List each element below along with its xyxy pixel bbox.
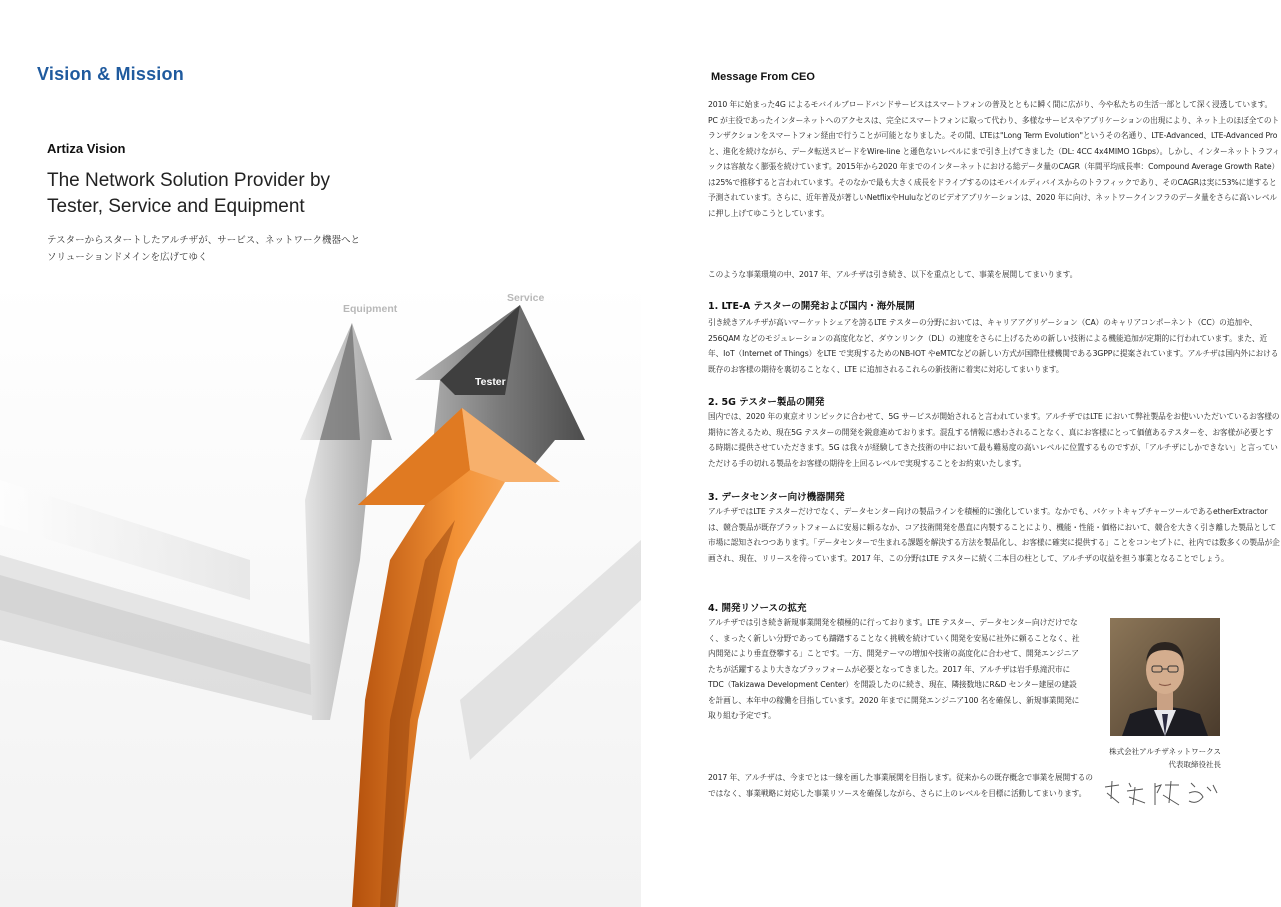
- caption-title: 代表取締役社長: [1168, 760, 1221, 769]
- intro-paragraph: 2010 年に始まった4G によるモバイルブロードバンドサービスはスマートフォンの普及とともに瞬く間に広がり、今や私たちの生活一部として深く浸透しています。PC が主役であったインターネットへのアクセスは、完全にスマートフォンに取って代わり、多様なサービスやアプリケーションの出現により、ネット上のほぼ全てのトランザクションをスマートフォン経由で行うことが可能となりました。その間、LTEは"Long Term Evolution"というその名通り、LTE-Advanced、LTE-Advanced Pro と、進化を続けながら、データ転送スピードをWire-line と遜色ないレベルにまで引き上げてきました（DL: 4CC 4x4MIMO 1Gbps）。しかし、インターネットトラフィックは容赦なく膨張を続けています。2015年から2020 年までのインターネットにおける総データ量のCAGR（年間平均成長率：Compound Average Growth Rate）は25%で推移すると言われています。そのなかで最も大きく成長をドライブするのはモバイルディバイスからのトラフィックであり、そのCAGRは実に53%に達すると予測されています。さらに、近年普及が著しいNetflixやHuluなどのビデオアプリケーションは、2020 年に向け、ネットワークインフラのデータ量をさらに高いレベルに押し上げてゆこうとしています。: [708, 100, 1280, 218]
- section-body: アルチザではLTE テスターだけでなく、データセンター向けの製品ラインを積極的に強化しています。なかでも、パケットキャプチャーツールであるetherExtractor は、競合製品が既存プラットフォームに安易に頼るなか、コア技術開発を愚直に内製することにより、機能・性能・価格において、競合を大きく引き離した製品として市場に認知されつつあります。「データセンターで生まれる課題を解決する方法を製品化し、お客様に確実に提供する」ことをコンセプトに、社内では数多くの製品が企画され、現在、リリースを待っています。2017 年、この分野はLTE テスターに続く二本目の柱として、アルチザの収益を担う事業となることでしょう。: [708, 507, 1280, 563]
- vision-subtitle-line: ソリューションドメインを広げてゆく: [47, 252, 208, 263]
- service-arrow-label: Service: [507, 292, 545, 304]
- ceo-portrait: [1110, 618, 1220, 736]
- vision-headline: [47, 168, 407, 220]
- section-body: 引き続きアルチザが高いマーケットシェアを誇るLTE テスターの分野においては、キャリアアグリゲーション（CA）のキャリアコンポーネント（CC）の追加や、256QAM などのモジュレーションの高度化など、ダウンリンク（DL）の速度をさらに上げるための新しい技術による機能追加が定期的に行われています。また、近年、IoT（Internet of Things）をLTE で実現するためのNB-IOT やeMTCなどの新しい方式が国際仕様機関である3GPPに提案されています。アルチザは国内外における既存のお客様の期待を裏切ることなく、LTE に追加されるこれらの新技術に着実に対応してまいります。: [708, 318, 1279, 374]
- vision-headline-line: The Network Solution Provider by: [47, 170, 331, 191]
- ceo-message-heading: Message From CEO: [711, 71, 815, 83]
- growth-arrows-illustration: [0, 280, 641, 907]
- ceo-caption: [1091, 745, 1221, 771]
- section-body: アルチザでは引き続き新規事業開発を積極的に行っております。LTE テスター、データセンター向けだけでなく、まったく新しい分野であっても躊躇することなく挑戦を続けていく開発を安易に社外に頼ることなく、社内開発により垂直登攀する」ことです。一方、開発テーマの増加や技術の高度化に合わせて、開発エンジニアたちが活躍するより大きなプラッフォームが必要となってきました。2017 年、アルチザは岩手県滝沢市にTDC（Takizawa Development Center）を開設したのに続き、現在、隣接数地にR&D センター建屋の建設を計画し、本年中の稼働を目指しています。2020 年までに開発エンジニア100 名を確保し、新規事業開発に取り組む予定です。: [708, 618, 1080, 720]
- right-page: [641, 0, 1281, 907]
- vision-label: Artiza Vision: [47, 141, 126, 156]
- tester-arrow-label: Tester: [475, 376, 506, 388]
- section-heading: 3. データセンター向け機器開発: [708, 492, 845, 503]
- closing-paragraph: 2017 年、アルチザは、今までとは一線を画した事業展開を目指します。従来からの既存概念で事業を展開するのではなく、事業戦略に対応した事業リソースを確保しながら、さらに上のレベルを目標に活動してまいります。: [708, 773, 1093, 798]
- equipment-arrow-label: Equipment: [343, 303, 398, 315]
- portrait-drawing: [1110, 618, 1220, 736]
- vision-subtitle: [47, 232, 367, 266]
- section-body: 国内では、2020 年の東京オリンピックに合わせて、5G サービスが開始されると言われています。アルチザではLTE において弊社製品をお使いいただいているお客様の期待に答えるため、現在5G テスターの開発を鋭意進めております。混乱する情報に惑わされることなく、真にお客様にとって価値あるテスターを、お客様が必要とする時期に提供させていただきます。5G は我々が経験してきた技術の中において最も難易度の高いレベルに位置するものですが、「アルチザにしかできない」と言っていただける手の切れる製品をお客様の期待を上回るレベルで実現することをお約束いたします。: [708, 412, 1280, 468]
- section-heading: 2. 5G テスター製品の開発: [708, 397, 825, 408]
- caption-company: 株式会社アルチザネットワークス: [1109, 747, 1221, 756]
- section-heading: 4. 開発リソースの拡充: [708, 603, 807, 614]
- vision-subtitle-line: テスターからスタートしたアルチザが、サービス、ネットワーク機器へと: [47, 235, 361, 246]
- vision-headline-line: Tester, Service and Equipment: [47, 196, 305, 217]
- section-heading: 1. LTE-A テスターの開発および国内・海外展開: [708, 301, 915, 312]
- focus-paragraph: このような事業環境の中、2017 年、アルチザは引き続き、以下を重点として、事業を展開してまいります。: [708, 270, 1078, 279]
- section-title: Vision & Mission: [37, 64, 184, 84]
- ceo-signature: [1099, 777, 1229, 811]
